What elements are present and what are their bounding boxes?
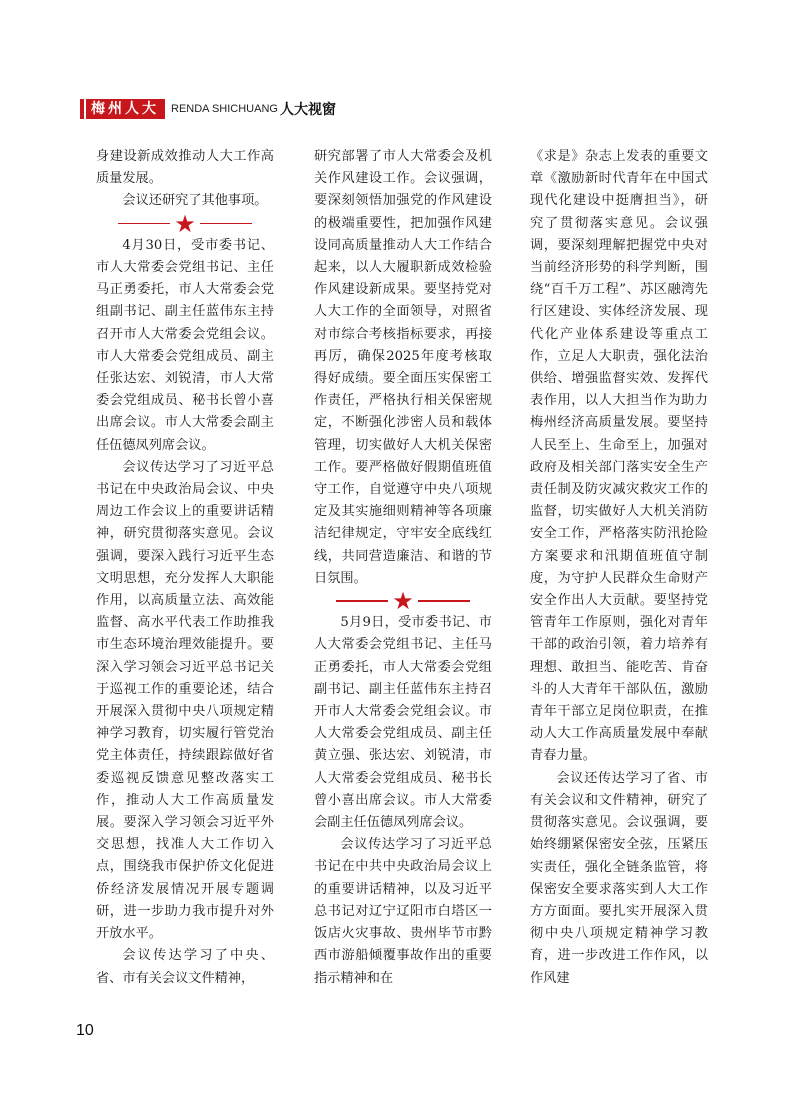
body-paragraph: 4月30日，受市委书记、市人大常委会党组书记、主任马正勇委托，市人大常委会党组副书记、副主任蓝伟东主持召开市人大常委会党组会议。市人大常委会党组成员、副主任张达宏、刘锐清，市人大常委会党组成员、秘书长曾小喜出席会议。市人大常委会副主任伍德凤列席会议。 bbox=[96, 237, 274, 453]
page-header bbox=[80, 98, 336, 120]
body-paragraph: 会议传达学习了习近平总书记在中共中央政治局会议上的重要讲话精神，以及习近平总书记对辽宁辽阳市白塔区一饭店火灾事故、贵州毕节市黔西市游船倾覆事故作出的重要指示精神和在 bbox=[314, 837, 492, 986]
star-icon: ★ bbox=[392, 587, 414, 616]
divider-line bbox=[200, 223, 252, 225]
body-paragraph: 身建设新成效推动人大工作高质量发展。 bbox=[96, 149, 274, 187]
header-logo: 梅州人大 bbox=[86, 99, 165, 119]
divider-line bbox=[418, 600, 470, 602]
body-paragraph: 5月9日，受市委书记、市人大常委会党组书记、主任马正勇委托，市人大常委会党组副书记、副主任蓝伟东主持召开市人大常委会党组会议。市人大常委会党组成员、副主任黄立强、张达宏、刘锐清，市人大常委会党组成员、秘书长曾小喜出席会议。市人大常委会副主任伍德凤列席会议。 bbox=[314, 615, 492, 831]
section-divider bbox=[314, 587, 492, 616]
star-icon: ★ bbox=[174, 209, 196, 238]
body-paragraph: 研究部署了市人大常委会及机关作风建设工作。会议强调，要深刻领悟加强党的作风建设的极端重要性，把加强作风建设同高质量推动人大工作结合起来，以人大履职新成效检验作风建设新成果。要坚持党对人大工作的全面领导，对照省对市综合考核指标要求，再接再厉，确保2025年度考核取得好成绩。要全面压实保密工作责任，严格执行相关保密规定，不断强化涉密人员和载体管理，切实做好人大机关保密工作。要严格做好假期值班值守工作，自觉遵守中央八项规定及其实施细则精神等各项廉洁纪律规定，守牢安全底线红线，共同营造廉洁、和谐的节日氛围。 bbox=[314, 149, 492, 586]
body-paragraph: 《求是》杂志上发表的重要文章《激励新时代青年在中国式现代化建设中挺膺担当》，研究了贯彻落实意见。会议强调，要深刻理解把握党中央对当前经济形势的科学判断，围绕“百千万工程”、苏区融湾先行区建设、实体经济发展、现代化产业体系建设等重点工作，立足人大职责，强化法治供给、增强监督实效、发挥代表作用，以人大担当作为助力梅州经济高质量发展。要坚持人民至上、生命至上，加强对政府及相关部门落实安全生产责任制及防灾减灾救灾工作的监督，切实做好人大机关消防安全工作，严格落实防汛抢险方案要求和汛期值班值守制度，为守护人民群众生命财产安全作出人大贡献。要坚持党管青年工作原则，强化对青年干部的政治引领，着力培养有理想、敢担当、能吃苦、肯奋斗的人大青年干部队伍，激励青年干部立足岗位职责，在推动人大工作高质量发展中奉献青春力量。 bbox=[530, 149, 708, 764]
divider-line bbox=[118, 223, 170, 225]
body-paragraph: 会议还研究了其他事项。 bbox=[122, 193, 268, 209]
header-accent-bar bbox=[80, 99, 84, 119]
body-paragraph: 会议传达学习了中央、省、市有关会议文件精神， bbox=[96, 948, 274, 986]
page-number: 10 bbox=[76, 1022, 94, 1039]
header-en-title: RENDA SHICHUANG bbox=[171, 103, 278, 115]
divider-line bbox=[336, 600, 388, 602]
column-2 bbox=[314, 146, 492, 990]
body-paragraph: 会议还传达学习了省、市有关会议和文件精神，研究了贯彻落实意见。会议强调，要始终绷紧保密安全弦，压紧压实责任，强化全链条监管，将保密安全要求落实到人大工作方方面面。要扎实开展深入贯彻中央八项规定精神学习教育，进一步改进工作作风，以作风建 bbox=[530, 770, 708, 986]
header-cn-title: 人大视窗 bbox=[279, 102, 336, 118]
column-1 bbox=[96, 146, 274, 990]
body-paragraph: 会议传达学习了习近平总书记在中央政治局会议、中央周边工作会议上的重要讲话精神，研究贯彻落实意见。会议强调，要深入践行习近平生态文明思想，充分发挥人大职能作用，以高质量立法、高效能监督、高水平代表工作助推我市生态环境治理效能提升。要深入学习领会习近平总书记关于巡视工作的重要论述，结合开展深入贯彻中央八项规定精神学习教育，切实履行管党治党主体责任，持续跟踪做好省委巡视反馈意见整改落实工作，推动人大工作高质量发展。要深入学习领会习近平外交思想，找准人大工作切入点，围绕我市保护侨文化促进侨经济发展情况开展专题调研，进一步助力我市提升对外开放水平。 bbox=[96, 459, 274, 942]
section-divider bbox=[96, 209, 274, 238]
column-3 bbox=[530, 146, 708, 990]
